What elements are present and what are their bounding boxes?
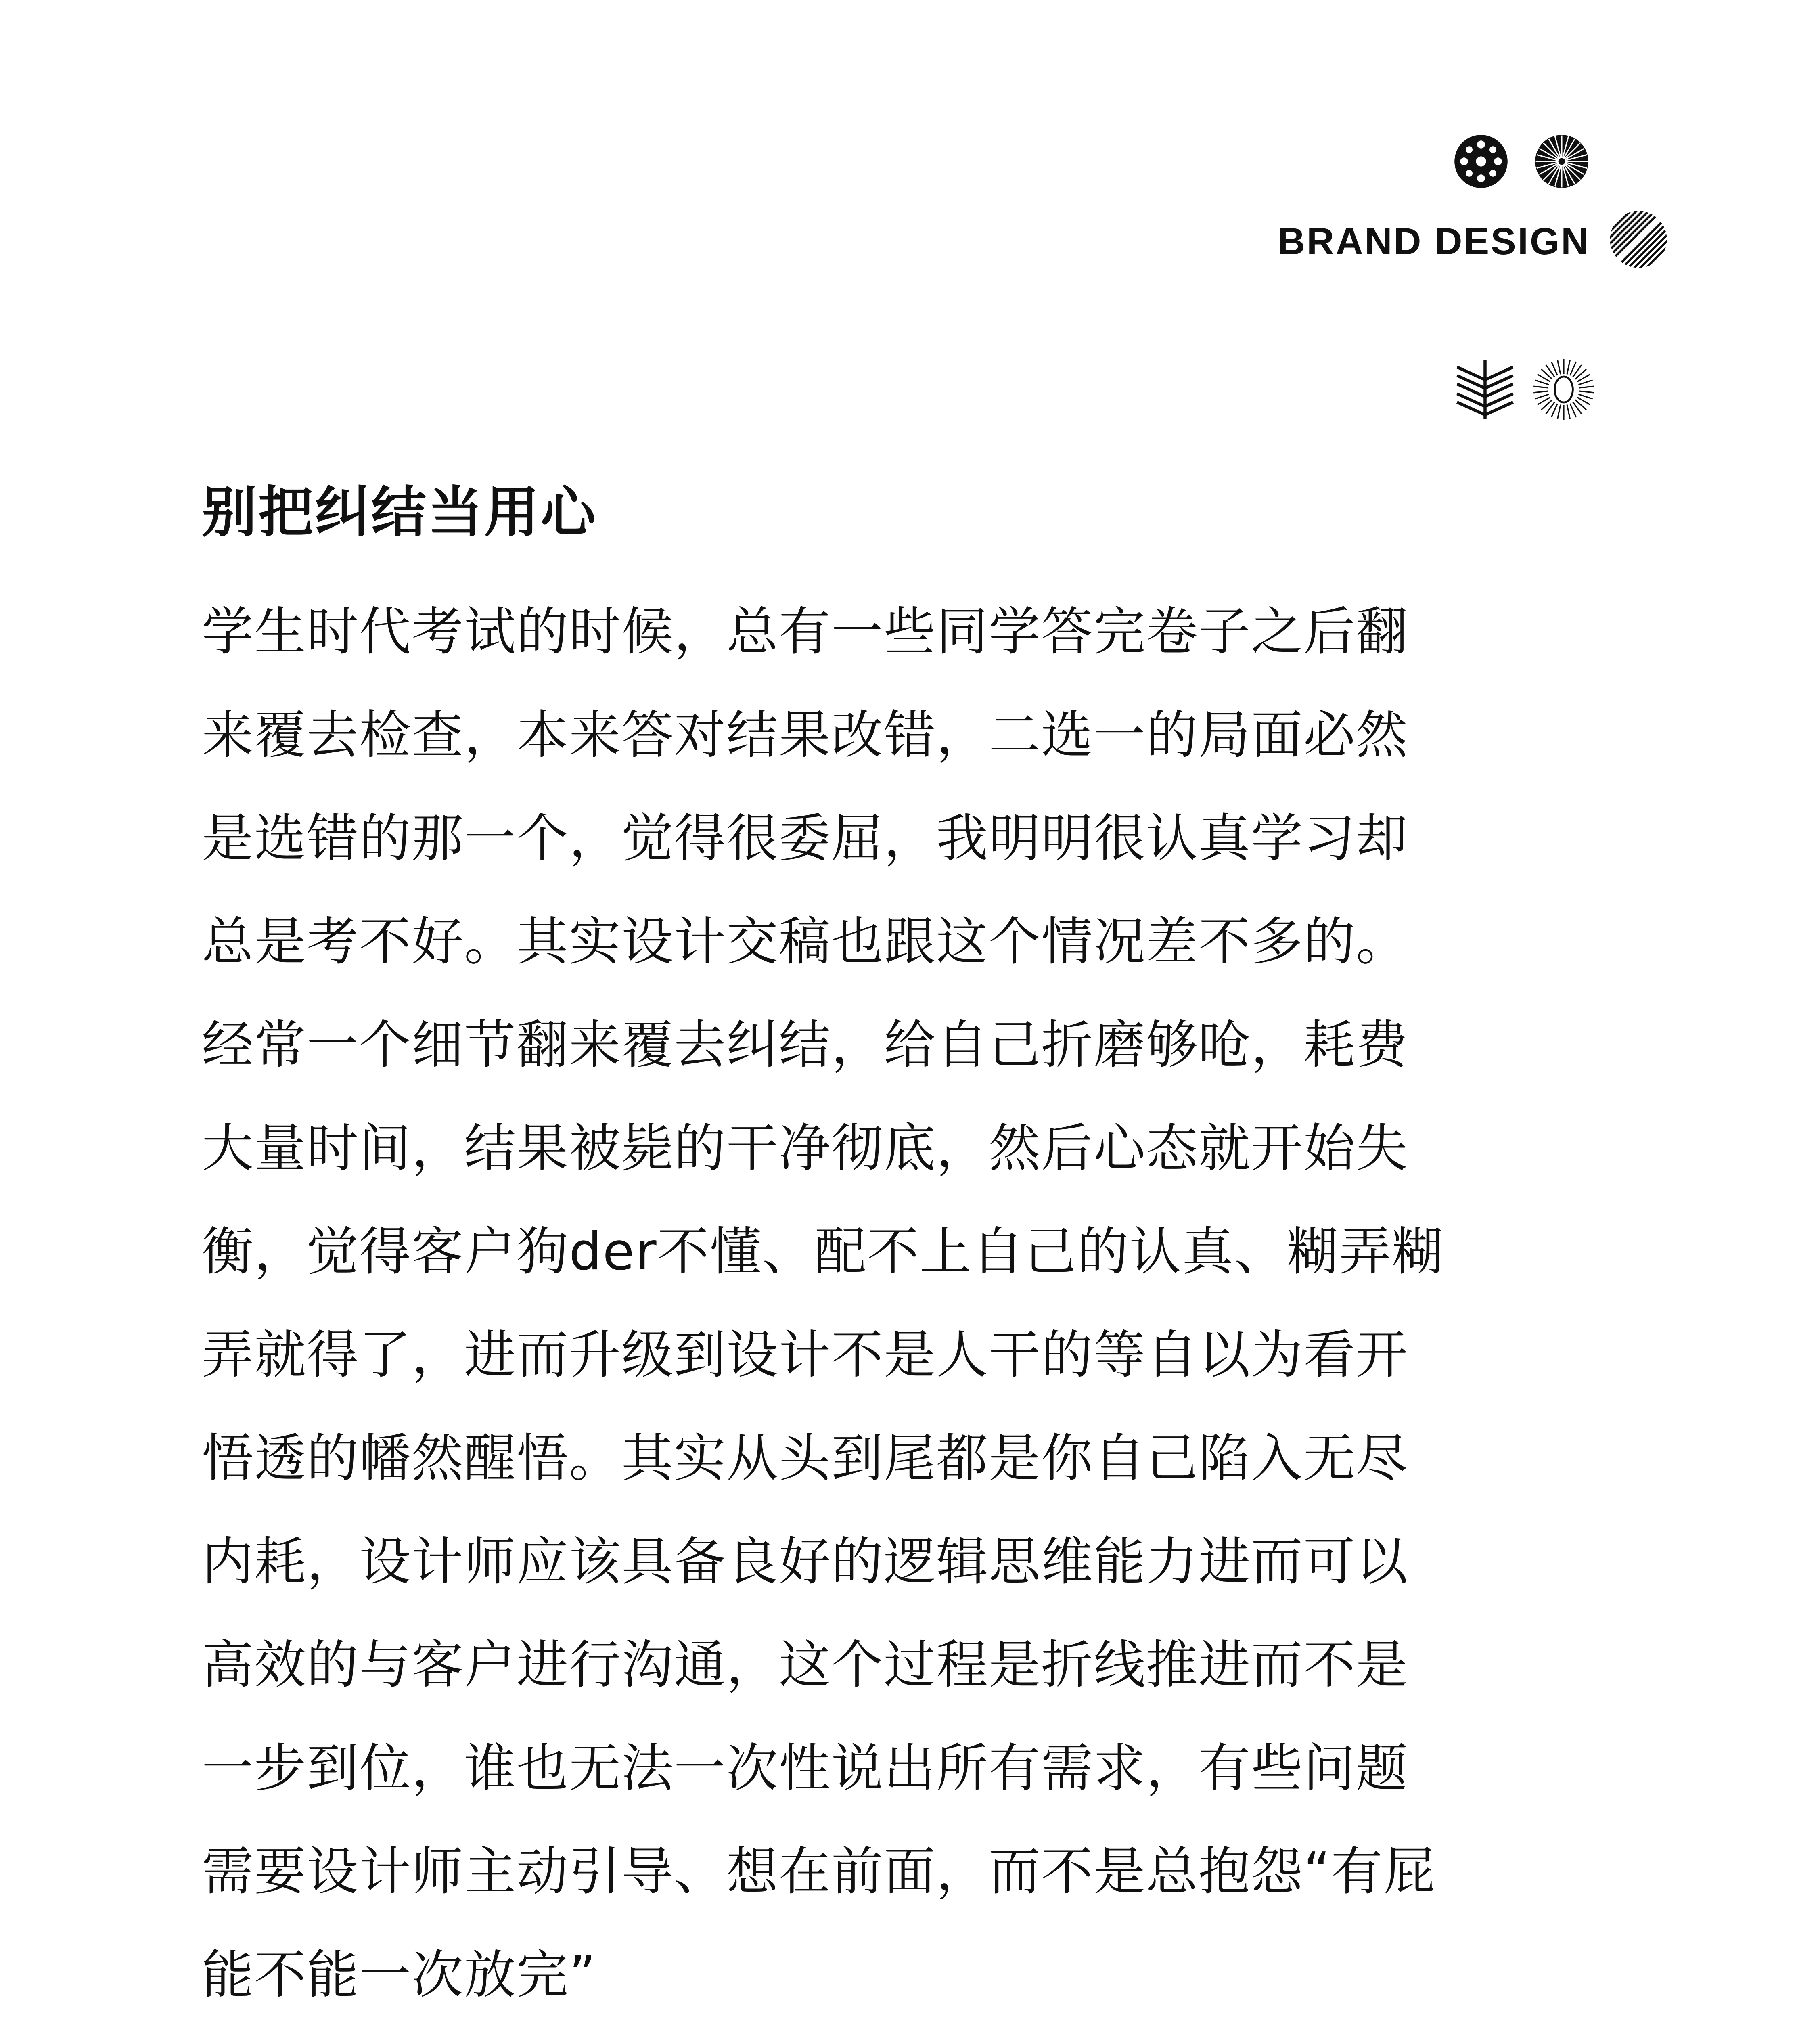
body-line: 是选错的那一个，觉得很委屈，我明明很认真学习却 [202, 808, 1409, 869]
dotted-cross-circle-icon [1453, 133, 1509, 190]
body-line: 学生时代考试的时候，总有一些同学答完卷子之后翻 [202, 602, 1409, 662]
body-line: 悟透的幡然醒悟。其实从头到尾都是你自己陷入无尽 [202, 1428, 1409, 1488]
body-line: 高效的与客户进行沟通，这个过程是折线推进而不是 [202, 1635, 1409, 1695]
radial-burst-circle-icon [1533, 133, 1590, 190]
body-line: 能不能一次放完” [202, 1945, 597, 2005]
body-line: 衡，觉得客户狗der不懂、配不上自己的认真、糊弄糊 [202, 1222, 1444, 1282]
body-line: 大量时间，结果被毙的干净彻底，然后心态就开始失 [202, 1118, 1409, 1179]
body-line: 一步到位，谁也无法一次性说出所有需求，有些问题 [202, 1738, 1409, 1798]
brand-design-label: BRAND DESIGN [1278, 220, 1590, 262]
radial-ring-circle-icon [1531, 357, 1596, 422]
body-line: 弄就得了，进而升级到设计不是人干的等自以为看开 [202, 1325, 1409, 1385]
body-line: 内耗，设计师应该具备良好的逻辑思维能力进而可以 [202, 1532, 1409, 1592]
body-line: 需要设计师主动引导、想在前面，而不是总抱怨“有屁 [202, 1842, 1436, 1902]
body-line: 总是考不好。其实设计交稿也跟这个情况差不多的。 [202, 912, 1409, 972]
article-title: 别把纠结当用心 [202, 481, 597, 544]
article-body [202, 580, 1638, 2018]
chevron-stripes-icon [1455, 359, 1515, 420]
body-line: 来覆去检查，本来答对结果改错，二选一的局面必然 [202, 705, 1409, 765]
diagonal-lines-circle-icon [1608, 209, 1669, 270]
body-line: 经常一个细节翻来覆去纠结，给自己折磨够呛，耗费 [202, 1015, 1409, 1075]
article [202, 480, 1638, 2018]
